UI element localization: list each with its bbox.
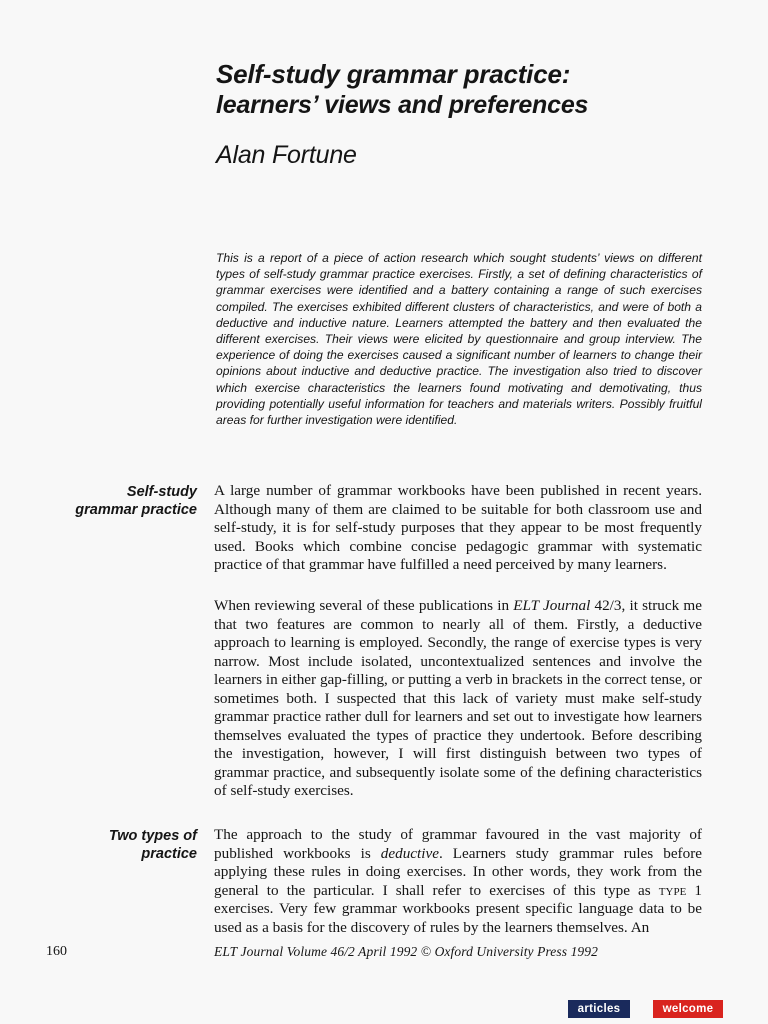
section-heading-two-types (17, 827, 197, 863)
body-paragraph (214, 597, 702, 801)
article-subtitle: learners’ views and preferences (216, 91, 589, 119)
section-heading-line: practice (141, 846, 197, 862)
paragraph-text: . Learners study grammar rules before applying these rules in doing exercises. In other words, they work from the general to the particular. I shall refer to exercises of this type as (214, 844, 703, 899)
paragraph-text: When reviewing several of these publications in (214, 597, 514, 614)
journal-reference: ELT Journal (513, 597, 591, 614)
section-heading-line: grammar practice (75, 502, 197, 518)
article-title: Self-study grammar practice: (216, 59, 571, 89)
section-heading-self-study (17, 483, 197, 519)
paragraph-text: The approach to the study of grammar favoured in the vast majority of published workbooks is (214, 826, 702, 862)
body-paragraph (214, 826, 702, 937)
journal-citation: ELT Journal Volume 46/2 April 1992 © Oxford University Press 1992 (214, 944, 598, 959)
body-paragraph: A large number of grammar workbooks have been published in recent years. Although many of them are claimed to be suitable for both classroom use and self-study, it is for self-study purposes that they appear to be most frequently used. Books which combine concise pedagogic grammar with systematic practice of that grammar have fulfilled a need perceived by many learners. (214, 482, 702, 573)
title-block (216, 58, 736, 170)
welcome-button[interactable]: welcome (653, 1000, 723, 1018)
author-name: Alan Fortune (216, 141, 357, 169)
page-number: 160 (46, 944, 67, 959)
abstract: This is a report of a piece of action research which sought students’ views on different types of self-study grammar practice exercises. Firstly, a set of defining characteristics of grammar exercises were identified and a battery containing a range of such exercises compiled. The exercises exhibited different clusters of characteristics, and were of both a deductive and inductive nature. Learners attempted the battery and then evaluated the different exercises. Their views were elicited by questionnaire and group interview. The experience of doing the exercises caused a significant number of learners to change their opinions about inductive and deductive practice. The investigation also tried to discover which exercise characteristics the learners found motivating and demotivating, thus providing potentially useful information for teachers and materials writers. Possibly fruitful areas for further investigation were identified. (216, 251, 702, 428)
articles-button[interactable]: articles (568, 1000, 630, 1018)
section-heading-line: Two types of (108, 828, 197, 844)
section-heading-line: Self-study (126, 484, 197, 500)
paragraph-text: 42/3, it struck me that two features are common to nearly all of them. Firstly, a deductive approach to learning is employed. Secondly, the range of exercise types is very narrow. Most include isolated, uncontextualized sentences and involve the learners in either gap-filling, or putting a verb in brackets in the correct tense, or sometimes both. I suspected that this lack of variety must make self-study grammar practice rather dull for learners and set out to investigate how learners themselves evaluated the types of practice they undertook. Before describing the investigation, however, I will first distinguish between two types of grammar practice, and subsequently isolate some of the defining characteristics of self-study exercises. (214, 597, 702, 799)
type-label: type 1 (658, 881, 702, 899)
emphasis-term: deductive (380, 844, 439, 862)
paragraph-text: exercises. Very few grammar workbooks present specific language data to be used as a basis for the discovery of rules by the learners themselves. An (214, 900, 702, 936)
